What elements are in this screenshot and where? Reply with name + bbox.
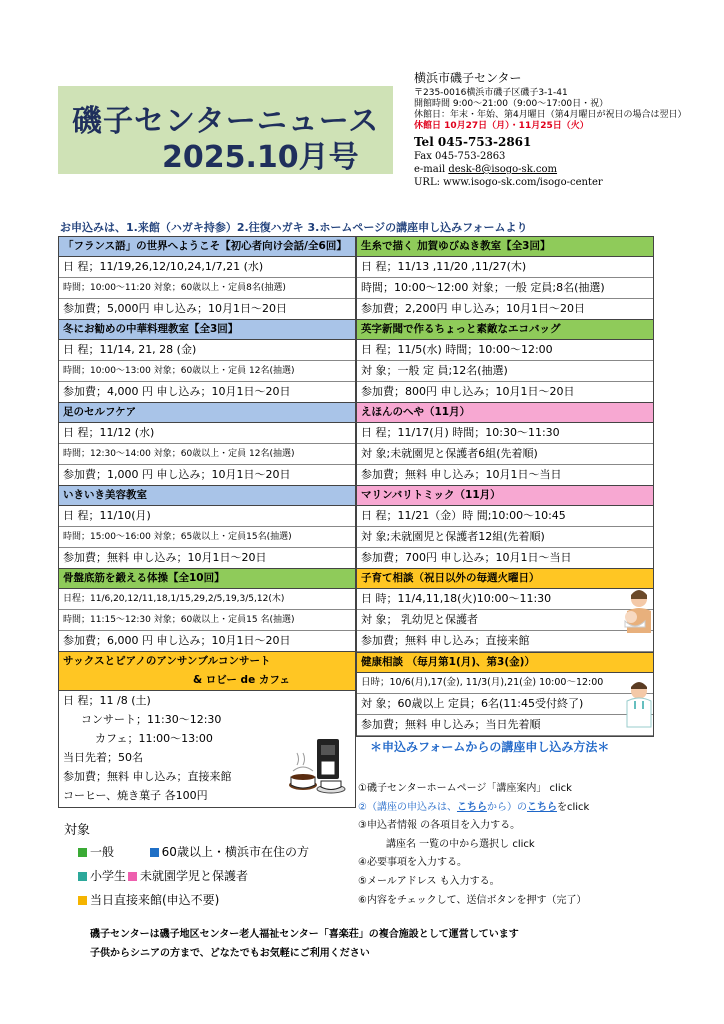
- apply-methods: お申込みは、1.来館（ハガキ持参）2.往復ハガキ 3.ホームページの講座申し込みフォームより: [60, 221, 528, 234]
- course-card: [356, 236, 654, 319]
- right-column: [356, 236, 654, 737]
- footer-line-2: 子供からシニアの方まで、どなたでもお気軽にご利用ください: [90, 948, 370, 959]
- target-row-2: [64, 864, 309, 888]
- newsletter-title: 磯子センターニュース: [72, 104, 380, 139]
- concert-title-line2: & ロビー de カフェ: [193, 674, 290, 686]
- step-2-text-c: をclick: [556, 801, 590, 813]
- newsletter-issue: 2025.10月号: [162, 140, 359, 175]
- course-title: 健康相談 （毎月第1(月)、第3(金)）: [357, 653, 653, 673]
- kochira-link-2[interactable]: こちら: [526, 801, 557, 813]
- course-fee: 参加費；1,000 円 申し込み；10月1日～20日: [63, 468, 291, 481]
- course-fee: 参加費；無料 申し込み；当日先着順: [357, 715, 653, 736]
- footer-line-1: 磯子センターは磯子地区センター老人福祉センター「喜楽荘」の複合施設として運営しています: [90, 929, 519, 940]
- course-title: マリンバリトミック（11月）: [357, 486, 653, 506]
- course-schedule: 日程；11/6,20,12/11,18,1/15,29,2/5,19,3/5,12(木): [59, 589, 355, 610]
- concert-title: [59, 652, 355, 691]
- kochira-link-1[interactable]: こちら: [456, 801, 487, 813]
- center-tel: Tel 045-753-2861: [414, 135, 532, 149]
- target-row-1: [64, 840, 309, 864]
- course-card: [356, 485, 654, 568]
- course-time: 対 象；60歳以上 定員；6名(11:45受付終了): [357, 694, 653, 715]
- senior-swatch: [150, 848, 159, 857]
- course-schedule: 日時；10/6(月),17(金), 11/3(月),21(金) 10:00～12:00: [357, 673, 653, 694]
- course-time: 対 象;未就園児と保護者6組(先着順): [357, 444, 653, 465]
- nurse-illustration: [619, 681, 659, 731]
- target-row-3: [64, 888, 309, 912]
- concert-schedule: 日 程；11 /8 (土): [63, 694, 151, 707]
- center-fax: Fax 045-753-2863: [414, 151, 506, 162]
- target-label: 対象: [64, 823, 91, 838]
- footer: [90, 925, 519, 963]
- mother-baby-illustration: [617, 589, 655, 633]
- center-name: 横浜市磯子センター: [414, 71, 522, 85]
- concert-capacity: 当日先着；50名: [63, 751, 143, 764]
- course-card: [58, 236, 356, 319]
- center-url[interactable]: URL: www.isogo-sk.com/isogo-center: [414, 177, 603, 188]
- course-fee: 参加費；800円 申し込み；10月1日～20日: [361, 385, 575, 398]
- target-legend: [64, 822, 309, 912]
- concert-note: コーヒー、焼き菓子 各100円: [63, 789, 208, 802]
- newsletter-title-box: [58, 86, 393, 174]
- center-email: [414, 163, 714, 176]
- course-title: えほんのへや（11月）: [357, 403, 653, 423]
- course-title: 「フランス語」の世界へようこそ【初心者向け会話/全6回】: [59, 237, 355, 257]
- course-time: 時間；12:30～14:00 対象；60歳以上・定員 12名(抽選): [59, 444, 355, 465]
- student-swatch: [78, 872, 87, 881]
- center-hours: 開館時間 9:00～21:00（9:00～17:00日・祝）: [414, 99, 609, 109]
- course-title: 生糸で描く 加賀ゆびぬき教室【全3回】: [357, 237, 653, 257]
- closed-dates: 休館日 10月27日（月）・11月25日（火）: [414, 121, 589, 131]
- step-2-text-a: ②（講座の申込みは、: [358, 801, 457, 813]
- course-time: 対 象； 乳幼児と保護者: [357, 610, 653, 631]
- course-fee: 参加費；無料 申し込み；直接来館: [357, 631, 653, 652]
- email-label: e-mail: [414, 164, 446, 175]
- course-fee: 参加費；6,000 円 申し込み；10月1日～20日: [63, 634, 291, 647]
- course-time: 対 象;未就園児と保護者12組(先着順): [357, 527, 653, 548]
- step-2: [358, 799, 589, 818]
- course-fee: 参加費；5,000円 申し込み；10月1日～20日: [63, 302, 287, 315]
- target-preschool: 未就園学児と保護者: [140, 869, 249, 883]
- general-swatch: [78, 848, 87, 857]
- concert-details: [59, 691, 355, 807]
- course-card: [58, 402, 356, 485]
- course-schedule: 日 程；11/13 ,11/20 ,11/27(木): [357, 257, 653, 278]
- course-card: [58, 568, 356, 651]
- course-time: 時間；11:15～12:30 対象；60歳以上・定員15 名(抽選): [59, 610, 355, 631]
- center-info: [414, 70, 714, 189]
- course-title: 子育て相談（祝日以外の毎週火曜日）: [357, 569, 653, 589]
- course-card: [356, 402, 654, 485]
- course-fee: 参加費；4,000 円 申し込み；10月1日～20日: [63, 385, 291, 398]
- left-column: [58, 236, 356, 808]
- course-schedule: 日 程；11/19,26,12/10,24,1/7,21 (水): [59, 257, 355, 278]
- concert-card: [58, 651, 356, 808]
- course-time: 対 象；一般 定 員;12名(抽選): [357, 361, 653, 382]
- course-schedule: 日 程；11/21（金）時 間;10:00～10:45: [357, 506, 653, 527]
- course-card: [58, 319, 356, 402]
- step-5: ⑤メールアドレス も入力する。: [358, 875, 500, 887]
- course-time: 時間；10:00～12:00 対象；一般 定員;8名(抽選): [357, 278, 653, 299]
- walkin-swatch: [78, 896, 87, 905]
- course-fee: 参加費；無料 申し込み；10月1日～当日: [361, 468, 562, 481]
- course-card: [356, 319, 654, 402]
- course-title: 足のセルフケア: [59, 403, 355, 423]
- step-4: ④必要事項を入力する。: [358, 857, 467, 869]
- course-title: 骨盤底筋を鍛える体操【全10回】: [59, 569, 355, 589]
- course-title: 英字新聞で作るちょっと素敵なエコバッグ: [357, 320, 653, 340]
- course-fee: 参加費；無料 申し込み；10月1日～20日: [63, 551, 267, 564]
- email-link[interactable]: desk-8@isogo-sk.com: [448, 164, 558, 175]
- course-schedule: 日 程；11/10(月): [59, 506, 355, 527]
- course-card: [58, 485, 356, 568]
- target-senior: 60歳以上・横浜市在住の方: [161, 845, 309, 859]
- concert-fee: 参加費；無料 申し込み；直接来館: [63, 770, 232, 783]
- course-time: 時間；10:00～11:20 対象；60歳以上・定員8名(抽選): [59, 278, 355, 299]
- step-1: ①磯子センターホームページ「講座案内」 click: [358, 783, 572, 794]
- step-3-detail: 講座名 一覧の中から選択し click: [386, 838, 535, 850]
- center-closed-days: 休館日：年末・年始、第4月曜日（第4月曜日が祝日の場合は翌日）: [414, 110, 687, 120]
- course-schedule: 日 程；11/14, 21, 28 (金): [59, 340, 355, 361]
- course-fee: 参加費；700円 申し込み；10月1日～当日: [361, 551, 572, 564]
- step-3: ③申込者情報 の各項目を入力する。: [358, 820, 521, 832]
- course-title: いきいき美容教室: [59, 486, 355, 506]
- course-time: 時間；10:00～13:00 対象；60歳以上・定員 12名(抽選): [59, 361, 355, 382]
- course-fee: 参加費；2,200円 申し込み；10月1日～20日: [361, 302, 585, 315]
- howto-steps: [358, 780, 589, 910]
- cafe-time: カフェ；11:00～13:00: [95, 732, 213, 745]
- course-time: 時間；15:00～16:00 対象；65歳以上・定員15名(抽選): [59, 527, 355, 548]
- course-card: [356, 568, 654, 652]
- course-schedule: 日 程；11/17(月) 時間；10:30～11:30: [357, 423, 653, 444]
- target-student: 小学生: [90, 869, 127, 883]
- course-schedule: 日 程；11/5(水) 時間；10:00～12:00: [357, 340, 653, 361]
- step-2-text-b: から）の: [486, 801, 527, 813]
- concert-time: コンサート；11:30～12:30: [81, 713, 222, 726]
- target-walkin: 当日直接来館(申込不要): [90, 893, 220, 907]
- preschool-swatch: [128, 872, 137, 881]
- coffee-illustration: [287, 731, 351, 797]
- course-schedule: 日 程；11/12 (水): [59, 423, 355, 444]
- center-address: 〒235-0016横浜市磯子区磯子3-1-41: [414, 88, 568, 98]
- howto-title: ＊申込みフォームからの講座申し込み方法＊: [370, 740, 610, 754]
- step-6: ⑥内容をチェックして、送信ボタンを押す（完了）: [358, 894, 587, 906]
- target-general: 一般: [90, 845, 115, 859]
- concert-title-line1: サックスとピアノのアンサンブルコンサート: [63, 655, 271, 667]
- course-title: 冬にお勧めの中華料理教室【全3回】: [59, 320, 355, 340]
- course-card: [356, 652, 654, 737]
- course-schedule: 日 時；11/4,11,18(火)10:00～11:30: [357, 589, 653, 610]
